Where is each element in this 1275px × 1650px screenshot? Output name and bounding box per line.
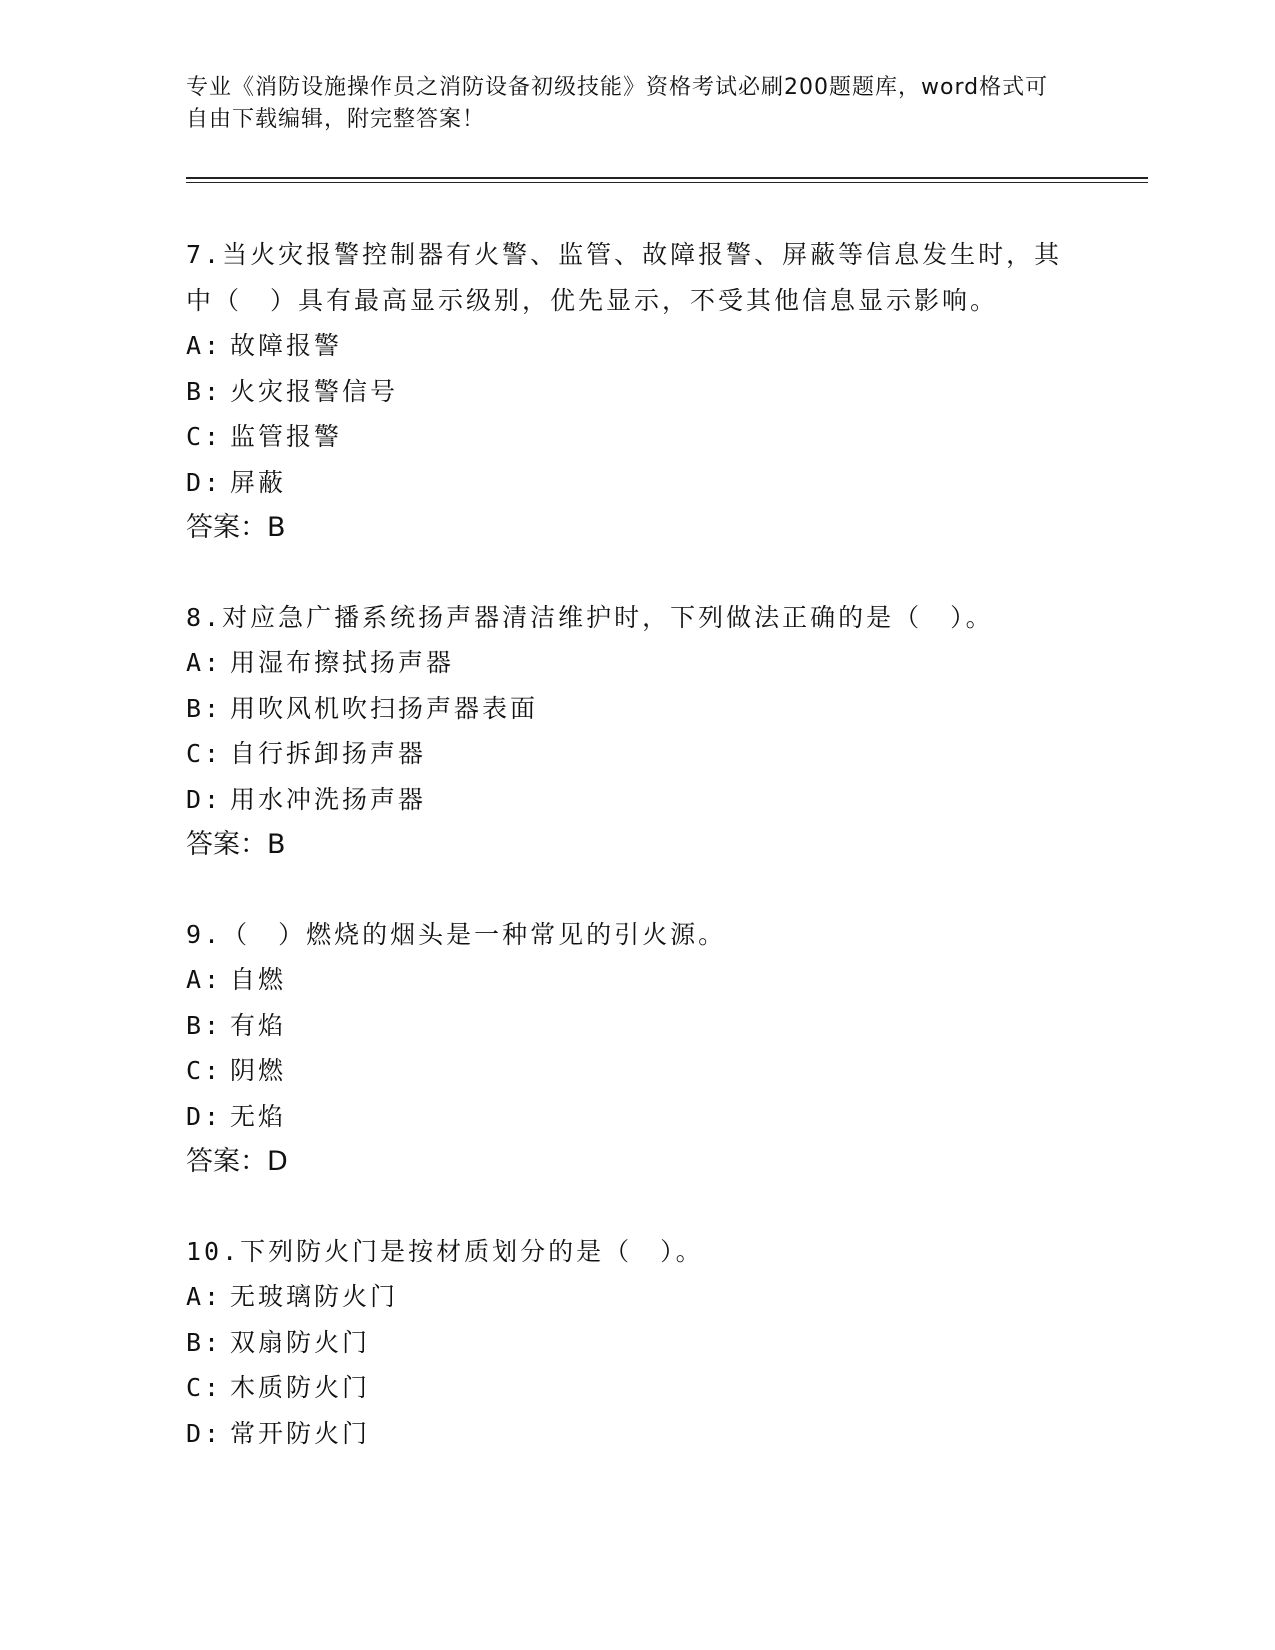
option-b (186, 369, 1086, 415)
option-letter: C: (186, 1373, 223, 1402)
header-divider-thin (186, 182, 1148, 183)
option-letter: A: (186, 965, 223, 994)
option-b (186, 686, 1086, 732)
option-d (186, 460, 1086, 506)
question-8 (186, 595, 1086, 868)
option-letter: B: (186, 1010, 223, 1040)
option-text: 阴燃 (230, 1056, 287, 1085)
option-letter: D: (186, 1101, 223, 1131)
header-text: 专业《消防设施操作员之消防设备初级技能》资格考试必刷200题题库，word格式可自由下载编辑，附完整答案！ (186, 75, 1049, 132)
answer-line: 答案：B (186, 512, 286, 543)
option-text: 自燃 (230, 965, 287, 994)
option-a (186, 640, 1086, 686)
option-letter: C: (186, 422, 223, 451)
option-letter: B: (186, 376, 223, 406)
question-10 (186, 1229, 1086, 1457)
option-letter: B: (186, 693, 223, 723)
option-c (186, 414, 1086, 460)
question-list (186, 232, 1086, 1500)
answer-line: 答案：B (186, 829, 286, 860)
question-stem: 8.对应急广播系统扬声器清洁维护时，下列做法正确的是（ ）。 (186, 602, 994, 632)
question-9 (186, 912, 1086, 1185)
option-text: 用吹风机吹扫扬声器表面 (230, 693, 539, 723)
option-b (186, 1003, 1086, 1049)
option-letter: A: (186, 1282, 223, 1311)
option-text: 木质防火门 (230, 1373, 371, 1402)
option-letter: D: (186, 1418, 223, 1448)
option-d (186, 1094, 1086, 1140)
option-a (186, 1274, 1086, 1320)
option-letter: C: (186, 739, 223, 768)
answer-line: 答案：D (186, 1146, 288, 1177)
option-c (186, 1365, 1086, 1411)
option-c (186, 731, 1086, 777)
option-b (186, 1320, 1086, 1366)
option-text: 故障报警 (230, 331, 343, 360)
option-letter: C: (186, 1056, 223, 1085)
option-text: 无焰 (230, 1101, 287, 1131)
option-a (186, 323, 1086, 369)
option-letter: A: (186, 648, 223, 677)
option-d (186, 777, 1086, 823)
option-text: 火灾报警信号 (230, 376, 399, 406)
document-header (186, 72, 1066, 136)
option-text: 无玻璃防火门 (230, 1282, 399, 1311)
option-text: 用水冲洗扬声器 (230, 784, 427, 814)
option-text: 监管报警 (230, 422, 343, 451)
option-a (186, 957, 1086, 1003)
question-stem: 7.当火灾报警控制器有火警、监管、故障报警、屏蔽等信息发生时，其中（ ）具有最高显示级别，优先显示，不受其他信息显示影响。 (186, 240, 1063, 315)
option-text: 双扇防火门 (230, 1327, 371, 1357)
header-divider-thick (186, 177, 1148, 179)
option-text: 有焰 (230, 1010, 287, 1040)
option-text: 常开防火门 (230, 1418, 371, 1448)
option-c (186, 1048, 1086, 1094)
option-d (186, 1411, 1086, 1457)
option-text: 用湿布擦拭扬声器 (230, 648, 455, 677)
question-stem: 9.（ ）燃烧的烟头是一种常见的引火源。 (186, 919, 727, 949)
option-letter: B: (186, 1327, 223, 1357)
option-letter: D: (186, 784, 223, 814)
option-letter: D: (186, 467, 223, 497)
question-7 (186, 232, 1086, 551)
question-stem: 10.下列防火门是按材质划分的是（ ）。 (186, 1236, 704, 1266)
option-letter: A: (186, 331, 223, 360)
option-text: 自行拆卸扬声器 (230, 739, 427, 768)
option-text: 屏蔽 (230, 467, 287, 497)
